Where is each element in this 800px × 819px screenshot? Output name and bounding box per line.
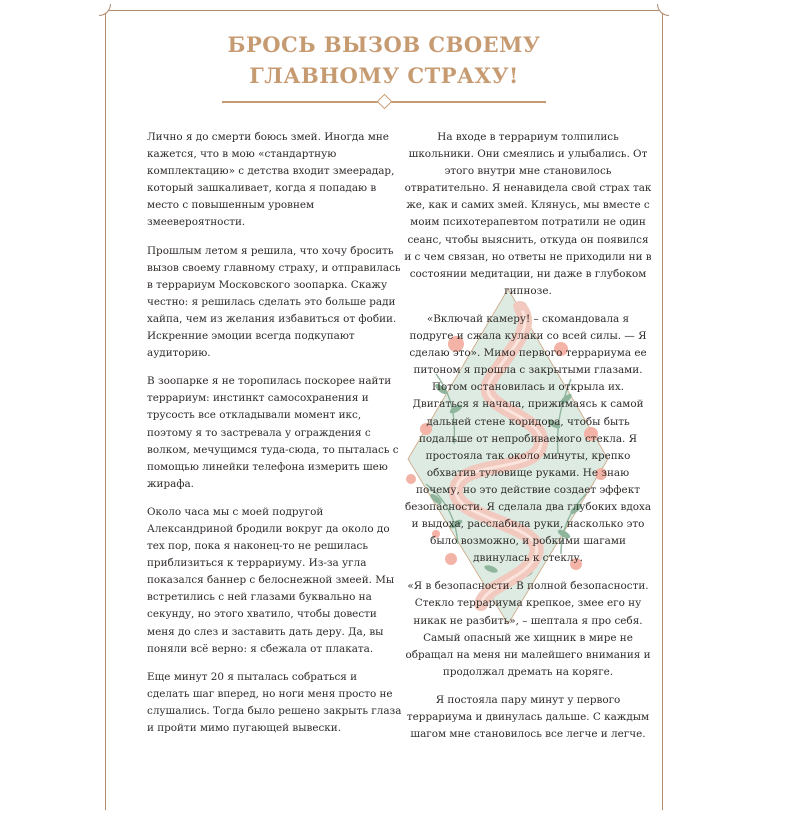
right-column xyxy=(404,129,652,754)
left-paragraph-4: Около часа мы с моей подругой Александриной бродили вокруг да около до тех пор, пока я наконец-то не решилась приблизиться к террариуму. Из-за угла показался баннер с белоснежной змеей. Мы встретились с ней глазами буквально на секунду, но этого хватило, чтобы довести меня до слез и заставить дать деру. Да, вы поняли всё верно: я сбежала от плаката. xyxy=(147,505,395,655)
left-paragraph-5: Еще минут 20 я пыталась собраться и сделать шаг вперед, но ноги меня просто не слушались. Тогда было решено закрыть глаза и пройти мимо пугающей вывески. xyxy=(147,670,402,734)
right-paragraph-2: «Включай камеру! – скомандовала я подруге и сжала кулаки со всей силы. — Я сделаю это». Мимо первого террариума ее питоном я прошла с закрытыми глазами. Потом остановилась и открыла их. Двигаться я начала, прижимаясь к самой дальней стене коридора, чтобы быть подальше от непробиваемого стекла. Я простояла так около минуты, крепко обхватив туловище руками. Не знаю почему, но это действие создает эффект безопасности. Я сделала два глубоких вдоха и выдоха, расслабила руки, насколько это было возможно, и робкими шагами двинулась к стеклу. xyxy=(404,312,652,565)
left-paragraph-3: В зоопарке я не торопилась поскорее найти террариум: инстинкт самосохранения и трусость все откладывали момент икс, поэтому я то застревала у ограждения с волком, мечущимся туда-сюда, то пыталась с помощью линейки телефона измерить шею жирафа. xyxy=(147,375,399,490)
left-column xyxy=(147,129,402,748)
title-line-1: БРОСЬ ВЫЗОВ СВОЕМУ xyxy=(227,32,541,57)
right-paragraph-3: «Я в безопасности. В полной безопасности. Стекло террариума крепкое, змее его ну никак не разбить», – шептала я про себя. Самый опасный же хищник в мире не обращал на меня ни малейшего внимания и продолжал дремать на коряге. xyxy=(405,580,651,678)
divider-diamond-icon xyxy=(377,94,393,110)
title-line-2: ГЛАВНОМУ СТРАХУ! xyxy=(249,63,519,88)
left-paragraph-1: Лично я до смерти боюсь змей. Иногда мне кажется, что в мою «стандартную комплектацию» с детства входит змеерадар, который зашкаливает, когда я попадаю в место с повышенным уровнем змееверoятности. xyxy=(147,131,395,229)
left-paragraph-2: Прошлым летом я решила, что хочу бросить вызов своему главному страху, и отправилась в террариум Московского зоопарка. Скажу честно: я решилась сделать это больше ради хайпа, чем из желания избавиться от фобии. Искренние эмоции всегда подкупают аудиторию. xyxy=(147,244,401,360)
right-paragraph-4: Я постояла пару минут у первого террариума и двинулась дальше. С каждым шагом мне становилось все легче и легче. xyxy=(406,693,650,741)
article-title xyxy=(114,29,654,91)
right-paragraph-1: На входе в террариум толпились школьники. Они смеялись и улыбались. От этого внутри мне становилось отвратительно. Я ненавидела свой страх так же, как и самих змей. Клянусь, мы вместе с моим психотерапевтом потратили не один сеанс, чтобы выяснить, откуда он появился и с чем связан, но ответы не приходили ни в состоянии медитации, ни даже в глубоком гипнозе. xyxy=(404,131,652,297)
article-page xyxy=(114,19,654,819)
